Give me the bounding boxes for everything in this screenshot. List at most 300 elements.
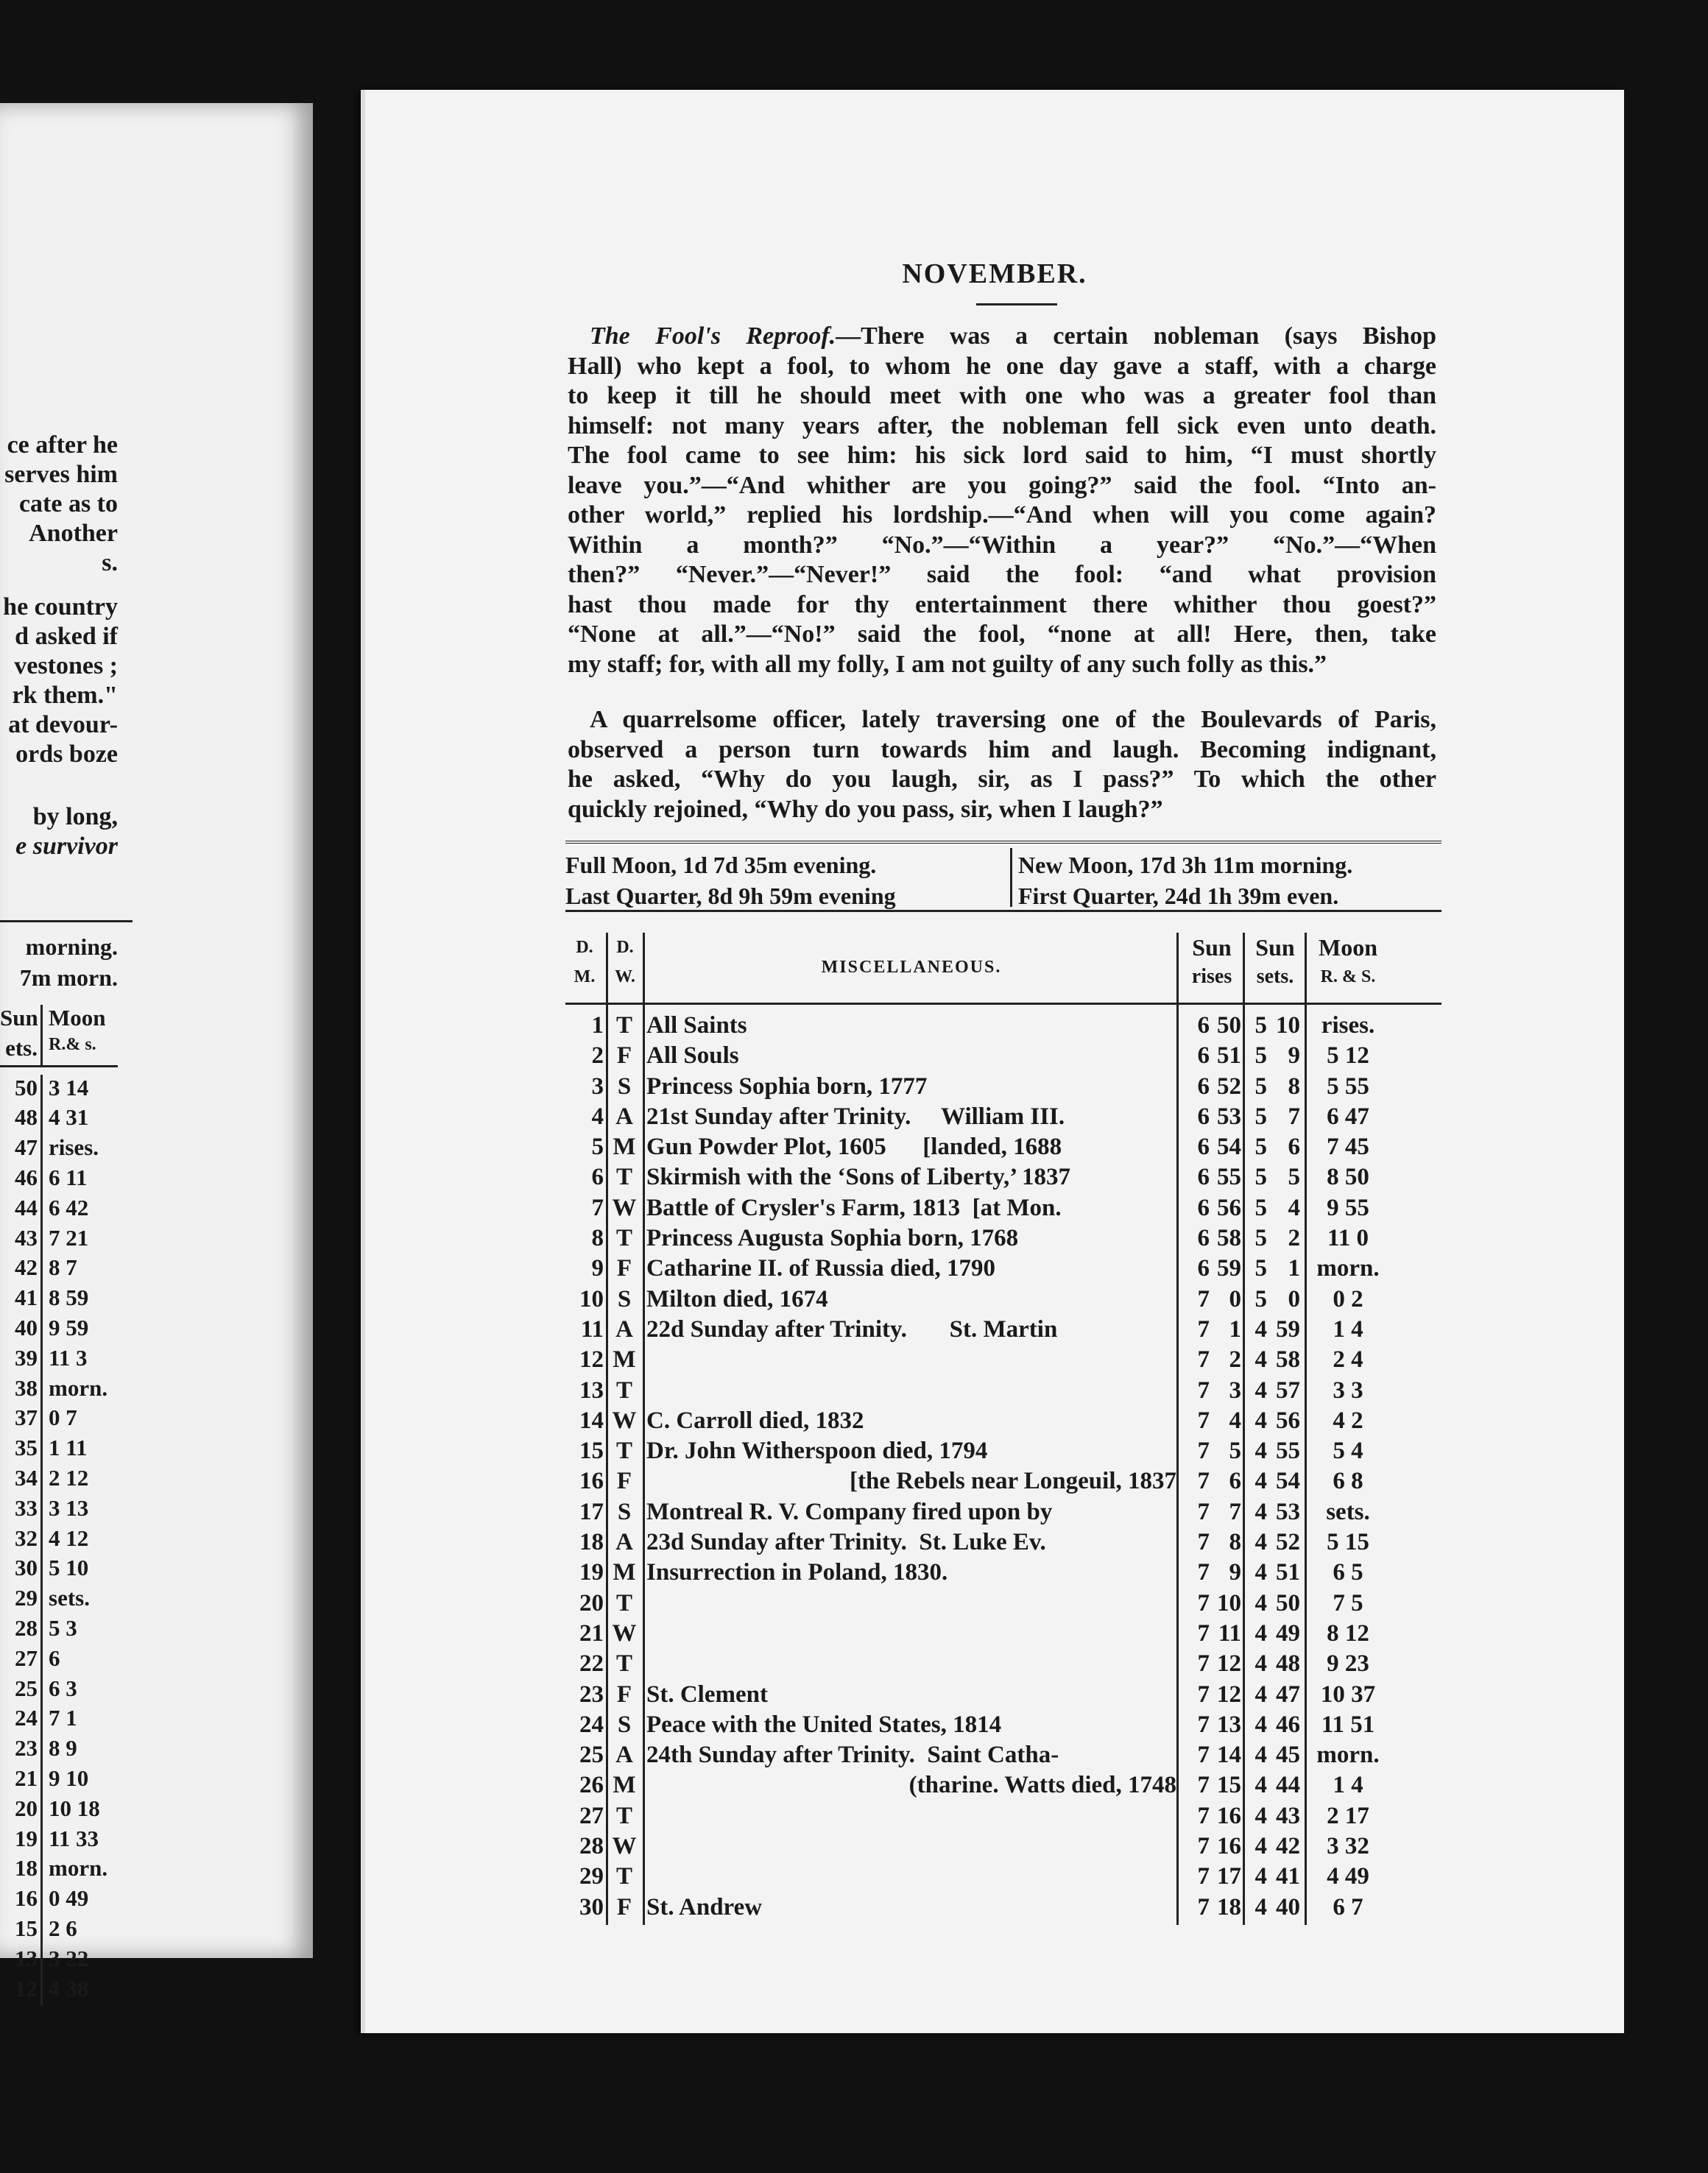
sunset-hour: 4 <box>1254 1346 1267 1374</box>
text-line <box>568 560 1436 590</box>
previous-page-row <box>0 1615 118 1645</box>
sunset-minute: 24 <box>0 1705 43 1735</box>
sunrise-minute: 53 <box>1217 1103 1241 1130</box>
text-run: then?” “Never.”—“Never!” said the fool: “and what provision <box>568 561 1436 588</box>
moon-time: 6 42 <box>49 1194 89 1220</box>
event-text: All Souls <box>646 1042 739 1070</box>
sunset-hour: 5 <box>1254 1103 1267 1130</box>
previous-page-line: d asked if <box>15 623 118 650</box>
moon-rise-set: 8 50 <box>1327 1164 1369 1191</box>
day-of-month: 23 <box>579 1681 604 1708</box>
moon-time: 3 22 <box>49 1945 89 1971</box>
day-of-week: A <box>615 1529 633 1556</box>
previous-page-line: by long, <box>32 803 118 830</box>
text-run: quickly rejoined, “Why do you pass, sir, when I laugh?” <box>568 795 1163 823</box>
table-row <box>565 1893 1441 1923</box>
previous-page-row <box>0 1435 118 1465</box>
text-run: he asked, “Why do you laugh, sir, as I pass?” To which the other <box>568 766 1436 793</box>
header-text: D. <box>576 938 593 957</box>
previous-page-row <box>0 1675 118 1706</box>
sunrise-hour: 7 <box>1197 1681 1210 1708</box>
event-text: Milton died, 1674 <box>646 1285 828 1312</box>
previous-page-row <box>0 1254 118 1285</box>
moon-rise-set: 9 23 <box>1327 1650 1369 1678</box>
text-run: my staff; for, with all my folly, I am not guilty of any such folly as this.” <box>568 650 1327 678</box>
sunrise-minute: 16 <box>1217 1802 1241 1829</box>
day-of-week: W <box>612 1833 637 1860</box>
sunset-hour: 4 <box>1254 1742 1267 1769</box>
moon-time: 1 11 <box>49 1435 88 1461</box>
day-of-week: M <box>613 1346 636 1374</box>
day-of-month: 30 <box>579 1893 604 1921</box>
sunset-hour: 4 <box>1254 1589 1267 1616</box>
sunset-minute: 21 <box>0 1765 43 1795</box>
moon-time: 2 6 <box>49 1915 77 1941</box>
day-of-week: M <box>613 1559 636 1586</box>
moon-header <box>1308 933 1388 1003</box>
moon-rise-set: 7 45 <box>1327 1134 1369 1161</box>
sunset-minute: 56 <box>1276 1407 1300 1434</box>
event-continuation: (tharine. Watts died, 1748 <box>908 1772 1176 1799</box>
moon-header: R.& s. <box>49 1034 96 1054</box>
event-text: Peace with the United States, 1814 <box>646 1711 1002 1738</box>
sunrise-minute: 59 <box>1217 1255 1241 1282</box>
previous-page-row <box>0 1645 118 1675</box>
text-run: —There was a certain nobleman (says Bishop <box>836 322 1436 350</box>
sunrise-hour: 6 <box>1197 1255 1210 1282</box>
text-run: The fool came to see him: his sick lord said to him, “I must shortly <box>568 442 1436 469</box>
moon-time: 7 21 <box>49 1224 89 1251</box>
day-of-month: 12 <box>579 1346 604 1374</box>
sunset-minute: 8 <box>1288 1073 1300 1100</box>
previous-page-row <box>0 1165 118 1195</box>
previous-page-row <box>0 1285 118 1315</box>
moon-rise-set: 3 3 <box>1333 1377 1363 1404</box>
sunset-hour: 5 <box>1254 1134 1267 1161</box>
day-of-week: W <box>612 1619 637 1647</box>
sunset-minute: 0 <box>1288 1285 1300 1312</box>
text-run: leave you.”—“And whither are you going?” said the fool. “Into an- <box>568 471 1436 499</box>
moon-time: 3 14 <box>49 1074 89 1100</box>
moon-time: 6 <box>49 1644 60 1671</box>
sunrise-minute: 4 <box>1229 1407 1241 1434</box>
sunset-hour: 4 <box>1254 1498 1267 1525</box>
previous-page-line: s. <box>102 549 118 576</box>
column-rule <box>1305 933 1307 1003</box>
previous-page-row <box>0 1795 118 1826</box>
day-of-month: 14 <box>579 1407 604 1434</box>
event-text: Gun Powder Plot, 1605 [landed, 1688 <box>646 1134 1062 1161</box>
sunset-minute: 40 <box>1276 1893 1300 1921</box>
sunrise-hour: 7 <box>1197 1407 1210 1434</box>
previous-page-row <box>0 1705 118 1735</box>
sunset-minute: 50 <box>1276 1589 1300 1616</box>
sunrise-hour: 7 <box>1197 1650 1210 1678</box>
moon-rise-set: 1 4 <box>1333 1772 1363 1799</box>
sunset-minute: 25 <box>0 1675 43 1706</box>
day-of-week: T <box>615 1802 632 1829</box>
day-of-week: W <box>612 1194 637 1221</box>
moon-time: 4 31 <box>49 1104 89 1131</box>
moon-time: rises. <box>49 1134 99 1161</box>
previous-page-row <box>0 1495 118 1525</box>
moon-rise-set: 1 4 <box>1333 1315 1363 1343</box>
moon-rise-set: 2 17 <box>1327 1802 1369 1829</box>
sunrise-minute: 13 <box>1217 1711 1241 1738</box>
new-moon: New Moon, 17d 3h 11m morning. <box>1018 852 1353 878</box>
header-text: R. & S. <box>1320 967 1376 986</box>
previous-page-table-head <box>0 1005 118 1035</box>
table-row <box>565 1223 1441 1254</box>
text-line <box>568 650 1436 680</box>
moon-rise-set: 6 47 <box>1327 1103 1369 1130</box>
previous-page-row <box>0 1826 118 1856</box>
column-rule <box>606 933 608 1003</box>
day-of-month: 10 <box>579 1285 604 1312</box>
day-of-week: M <box>613 1134 636 1161</box>
event-text: Battle of Crysler's Farm, 1813 [at Mon. <box>646 1194 1062 1221</box>
header-text: rises <box>1191 965 1232 988</box>
sunrise-hour: 7 <box>1197 1589 1210 1616</box>
sunset-minute: 44 <box>0 1195 43 1225</box>
sunrise-hour: 6 <box>1197 1164 1210 1191</box>
day-of-month: 11 <box>580 1315 604 1343</box>
sunset-minute: 46 <box>0 1165 43 1195</box>
day-of-month: 15 <box>579 1438 604 1465</box>
moon-time: 6 11 <box>49 1164 88 1190</box>
moon-time: 4 12 <box>49 1524 89 1551</box>
day-of-month-header <box>565 933 604 1003</box>
sunrise-hour: 6 <box>1197 1042 1210 1070</box>
sunrise-hour: 7 <box>1197 1468 1210 1495</box>
day-of-month: 9 <box>591 1255 604 1282</box>
sunset-minute: 42 <box>0 1254 43 1285</box>
moon-rise-set: 4 49 <box>1327 1863 1369 1890</box>
text-line <box>568 381 1436 411</box>
table-row <box>565 1345 1441 1375</box>
text-run: observed a person turn towards him and laugh. Becoming indignant, <box>568 735 1436 763</box>
table-row <box>565 1770 1441 1801</box>
sunset-hour: 5 <box>1254 1164 1267 1191</box>
moon-rise-set: 10 37 <box>1320 1681 1376 1708</box>
day-of-month: 16 <box>579 1468 604 1495</box>
event-text: St. Andrew <box>646 1893 763 1921</box>
moon-time: 0 49 <box>49 1885 89 1912</box>
sunrise-minute: 55 <box>1217 1164 1241 1191</box>
day-of-week: T <box>615 1650 632 1678</box>
italic-heading: The Fool's Reproof. <box>590 322 836 350</box>
text-run: “None at all.”—“No!” said the fool, “none at all! Here, then, take <box>568 621 1436 648</box>
header-text: Moon <box>1319 934 1377 961</box>
previous-page-row <box>0 1946 118 1976</box>
table-row <box>565 1619 1441 1649</box>
text-run: Within a month?” “No.”—“Within a year?” “No.”—“When <box>568 531 1436 559</box>
sunrise-hour: 7 <box>1197 1863 1210 1890</box>
moon-rise-set: 8 12 <box>1327 1619 1369 1647</box>
calendar-table <box>565 933 1441 1923</box>
day-of-week: W <box>612 1407 637 1434</box>
day-of-month: 3 <box>591 1073 604 1100</box>
moon-time: 8 7 <box>49 1254 77 1281</box>
previous-page-row <box>0 1404 118 1435</box>
sunrise-minute: 7 <box>1229 1498 1241 1525</box>
previous-page-row <box>0 1465 118 1495</box>
day-of-week: M <box>613 1772 636 1799</box>
previous-page-row <box>0 1345 118 1375</box>
table-row <box>565 1801 1441 1831</box>
table-row <box>565 1285 1441 1315</box>
day-of-month: 21 <box>579 1619 604 1647</box>
day-of-week: A <box>615 1742 633 1769</box>
sunrise-minute: 16 <box>1217 1833 1241 1860</box>
day-of-month: 22 <box>579 1650 604 1678</box>
text-line <box>568 590 1436 621</box>
sunset-hour: 4 <box>1254 1802 1267 1829</box>
table-row <box>565 1162 1441 1192</box>
sunset-hour: 4 <box>1254 1650 1267 1678</box>
moon-rise-set: morn. <box>1316 1742 1380 1769</box>
event-text: 24th Sunday after Trinity. Saint Catha- <box>646 1742 1059 1769</box>
moon-divider <box>1010 848 1012 907</box>
previous-page-row <box>0 1134 118 1165</box>
day-of-month: 17 <box>579 1498 604 1525</box>
moon-time: 2 12 <box>49 1464 89 1491</box>
column-rule <box>643 933 645 1003</box>
sunset-minute: 42 <box>1276 1833 1300 1860</box>
table-row <box>565 1680 1441 1710</box>
sunrise-minute: 54 <box>1217 1134 1241 1161</box>
day-of-week: A <box>615 1315 633 1343</box>
column-rule <box>1243 933 1245 1003</box>
sunrise-hour: 7 <box>1197 1772 1210 1799</box>
table-row <box>565 1831 1441 1862</box>
almanac-page <box>361 90 1624 2033</box>
table-row <box>565 1102 1441 1132</box>
day-of-month: 24 <box>579 1711 604 1738</box>
previous-page-rows <box>0 1067 118 2006</box>
sunset-minute: 6 <box>1288 1134 1300 1161</box>
previous-page-moon-line: 7m morn. <box>19 964 118 991</box>
sunset-hour: 5 <box>1254 1194 1267 1221</box>
previous-page-line: he country <box>3 593 118 621</box>
previous-page-fragment <box>0 103 313 2001</box>
day-of-month: 25 <box>579 1742 604 1769</box>
sunset-minute: 45 <box>1276 1742 1300 1769</box>
moon-rise-set: 11 0 <box>1327 1225 1369 1252</box>
moon-time: 4 38 <box>49 1975 89 2001</box>
day-of-week: F <box>616 1255 632 1282</box>
previous-page-line: serves him <box>4 461 118 488</box>
sunset-minute: 19 <box>0 1826 43 1856</box>
previous-page-row <box>0 1315 118 1345</box>
table-row <box>565 1406 1441 1436</box>
table-row <box>565 1254 1441 1284</box>
day-of-week: F <box>616 1468 632 1495</box>
day-of-month: 20 <box>579 1589 604 1616</box>
table-row <box>565 1527 1441 1558</box>
day-of-month: 6 <box>591 1164 604 1191</box>
sunrise-minute: 12 <box>1217 1681 1241 1708</box>
sunset-hour: 4 <box>1254 1377 1267 1404</box>
table-row <box>565 1466 1441 1497</box>
previous-page-line: cate as to <box>18 490 118 517</box>
sunset-minute: 39 <box>0 1345 43 1375</box>
sunset-minute: 10 <box>1276 1012 1300 1039</box>
sunrise-minute: 51 <box>1217 1042 1241 1070</box>
moon-time: 10 18 <box>49 1795 100 1821</box>
moon-rise-set: 3 32 <box>1327 1833 1369 1860</box>
moon-time: 7 1 <box>49 1705 77 1731</box>
sunset-minute: 50 <box>0 1075 43 1105</box>
sunset-hour: 5 <box>1254 1073 1267 1100</box>
header-text: W. <box>615 967 635 986</box>
sunset-minute: 35 <box>0 1435 43 1465</box>
sunrise-hour: 6 <box>1197 1073 1210 1100</box>
sunset-hour: 5 <box>1254 1255 1267 1282</box>
table-row <box>565 1497 1441 1527</box>
sunset-hour: 4 <box>1254 1711 1267 1738</box>
sunset-hour: 5 <box>1254 1012 1267 1039</box>
sunrise-hour: 7 <box>1197 1893 1210 1921</box>
text-line <box>568 441 1436 471</box>
header-text: M. <box>574 967 596 986</box>
sunset-minute: 57 <box>1276 1377 1300 1404</box>
sunrise-hour: 7 <box>1197 1711 1210 1738</box>
moon-rise-set: 9 55 <box>1327 1194 1369 1221</box>
table-row <box>565 1589 1441 1619</box>
moon-phases-right <box>1018 849 1441 911</box>
sunset-minute: 48 <box>0 1104 43 1134</box>
last-quarter: Last Quarter, 8d 9h 59m evening <box>565 883 896 909</box>
moon-phases-left <box>565 849 1003 911</box>
moon-rise-set: morn. <box>1316 1255 1380 1282</box>
sunset-minute: 29 <box>0 1585 43 1615</box>
miscellaneous-header: MISCELLANEOUS. <box>821 958 1002 977</box>
sunrise-minute: 0 <box>1229 1285 1241 1312</box>
column-rule <box>1176 933 1179 1003</box>
moon-time: morn. <box>49 1855 108 1882</box>
day-of-week: T <box>615 1377 632 1404</box>
sunrise-minute: 52 <box>1217 1073 1241 1100</box>
sunset-minute: 48 <box>1276 1650 1300 1678</box>
sunset-minute: 53 <box>1276 1498 1300 1525</box>
previous-page-line: Another <box>29 520 118 547</box>
moon-time: 5 3 <box>49 1614 77 1641</box>
previous-page-line: e survivor <box>15 833 118 860</box>
sunset-hour: 4 <box>1254 1681 1267 1708</box>
sunrise-hour: 6 <box>1197 1194 1210 1221</box>
moon-rise-set: 2 4 <box>1333 1346 1363 1374</box>
sunset-minute: 34 <box>0 1465 43 1495</box>
table-row <box>565 1193 1441 1223</box>
sun-header: Sun <box>0 1005 43 1035</box>
event-text: Catharine II. of Russia died, 1790 <box>646 1255 995 1282</box>
sunset-minute: 37 <box>0 1404 43 1435</box>
table-row <box>565 1710 1441 1740</box>
sunrise-minute: 9 <box>1229 1559 1241 1586</box>
anecdote-fools-reproof <box>568 322 1436 679</box>
event-text: Princess Sophia born, 1777 <box>646 1073 928 1100</box>
event-text: Dr. John Witherspoon died, 1794 <box>646 1438 988 1465</box>
calendar-rows <box>565 1011 1441 1923</box>
text-run: hast thou made for thy entertainment there whither thou goest?” <box>568 590 1436 618</box>
moon-header: Moon <box>49 1005 106 1031</box>
moon-rise-set: rises. <box>1321 1012 1375 1039</box>
sunset-hour: 4 <box>1254 1833 1267 1860</box>
moon-time: 8 9 <box>49 1735 77 1762</box>
day-of-month: 27 <box>579 1802 604 1829</box>
moon-time: sets. <box>49 1585 90 1611</box>
sunrise-hour: 6 <box>1197 1012 1210 1039</box>
sunset-hour: 4 <box>1254 1619 1267 1647</box>
previous-page-table-head <box>0 1035 118 1067</box>
day-of-month: 29 <box>579 1863 604 1890</box>
text-run: Hall) who kept a fool, to whom he one day gave a staff, with a charge <box>568 352 1436 380</box>
previous-page-line: ords boze <box>15 741 118 768</box>
sunrise-hour: 6 <box>1197 1134 1210 1161</box>
sunset-minute: 23 <box>0 1735 43 1765</box>
day-of-week-header <box>608 933 642 1003</box>
sunrise-hour: 7 <box>1197 1346 1210 1374</box>
sunset-minute: 33 <box>0 1495 43 1525</box>
text-line <box>568 765 1436 795</box>
day-of-month: 26 <box>579 1772 604 1799</box>
sunset-minute: 38 <box>0 1375 43 1405</box>
day-of-month: 5 <box>591 1134 604 1161</box>
anecdote-quarrelsome-officer <box>568 705 1436 824</box>
sunset-minute: 16 <box>0 1885 43 1915</box>
sunrise-minute: 1 <box>1229 1315 1241 1343</box>
text-run: to keep it till he should meet with one who was a greater fool than <box>568 382 1436 409</box>
sunset-minute: 28 <box>0 1615 43 1645</box>
sunset-header <box>1246 933 1305 1003</box>
previous-page-row <box>0 1885 118 1915</box>
day-of-week: T <box>615 1012 632 1039</box>
sunset-hour: 4 <box>1254 1772 1267 1799</box>
moon-time: 6 3 <box>49 1675 77 1701</box>
day-of-week: T <box>615 1225 632 1252</box>
calendar-header <box>565 933 1441 1005</box>
previous-page-row <box>0 1525 118 1555</box>
table-row <box>565 1649 1441 1679</box>
moon-rise-set: 5 55 <box>1327 1073 1369 1100</box>
moon-time: 11 3 <box>49 1344 88 1371</box>
moon-time: morn. <box>49 1374 108 1401</box>
day-of-week: F <box>616 1681 632 1708</box>
moon-time: 3 13 <box>49 1494 89 1521</box>
sunrise-minute: 10 <box>1217 1589 1241 1616</box>
moon-rise-set: 6 8 <box>1333 1468 1363 1495</box>
sunrise-hour: 7 <box>1197 1742 1210 1769</box>
sunset-minute: 2 <box>1288 1225 1300 1252</box>
sunset-minute: 47 <box>1276 1681 1300 1708</box>
sunset-minute: 12 <box>0 1976 43 2006</box>
sunrise-minute: 14 <box>1217 1742 1241 1769</box>
day-of-week: F <box>616 1042 632 1070</box>
calendar-body <box>565 1005 1441 1923</box>
previous-page-text <box>0 103 118 913</box>
sunrise-minute: 18 <box>1217 1893 1241 1921</box>
sunset-minute: 32 <box>0 1525 43 1555</box>
previous-page-row <box>0 1915 118 1946</box>
moon-phases <box>565 841 1441 912</box>
event-text: 21st Sunday after Trinity. William III. <box>646 1103 1065 1130</box>
event-text: 22d Sunday after Trinity. St. Martin <box>646 1315 1058 1343</box>
header-text: Sun <box>1255 934 1295 961</box>
sunset-minute: 13 <box>0 1946 43 1976</box>
text-run: A quarrelsome officer, lately traversing one of the Boulevards of Paris, <box>590 706 1436 733</box>
previous-page-row <box>0 1225 118 1255</box>
